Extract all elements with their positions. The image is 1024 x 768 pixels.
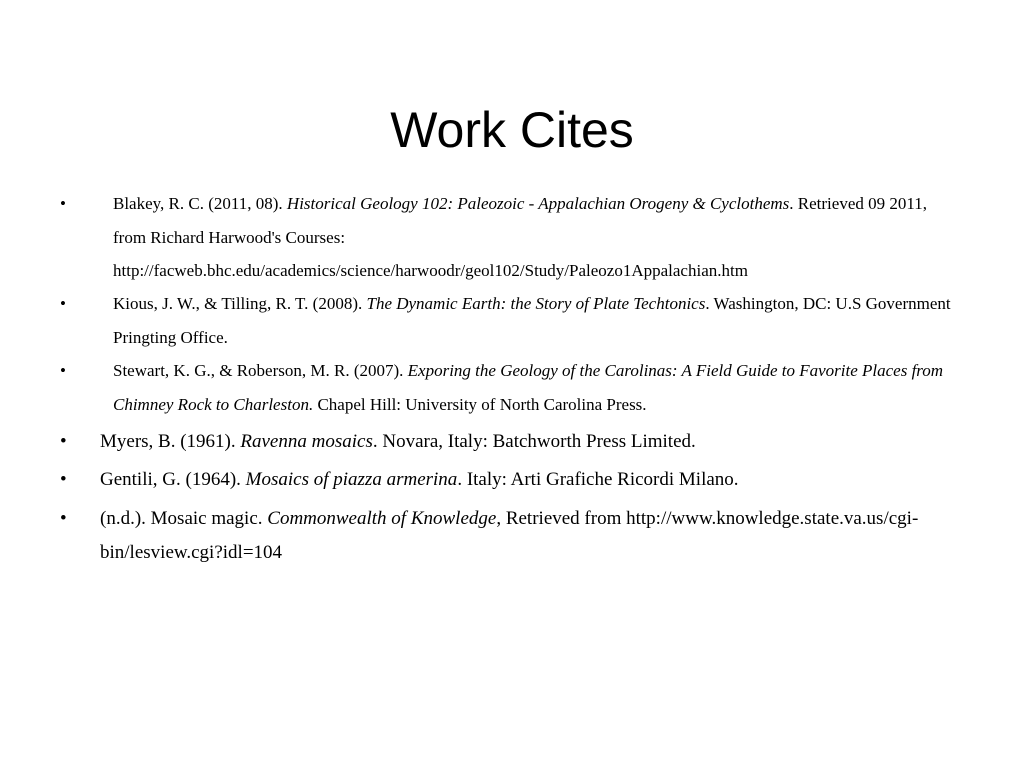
slide-title: Work Cites <box>390 101 634 158</box>
reference-title: Ravenna mosaics <box>240 431 373 452</box>
reference-item <box>60 287 963 354</box>
reference-title: The Dynamic Earth: the Story of Plate Techtonics <box>366 294 706 313</box>
reference-details: . Retrieved 09 2011, from Richard Harwood's Courses: http://facweb.bhc.edu/academics/science/harwoodr/geol102/Study/Paleozo1Appalachian.htm <box>113 194 927 280</box>
reference-title: Exporing the Geology of the Carolinas: A Field Guide to Favorite Places from Chimney Rock to Charleston. <box>113 361 944 414</box>
reference-details: . Washington, DC: U.S Government Pringting Office. <box>113 294 951 347</box>
reference-authors: (n.d.). Mosaic magic. <box>100 508 268 529</box>
reference-item <box>60 187 963 288</box>
reference-details: . Italy: Arti Grafiche Ricordi Milano. <box>457 469 739 490</box>
reference-authors: Blakey, R. C. (2011, 08). <box>113 194 287 213</box>
reference-authors: Myers, B. (1961). <box>100 431 241 452</box>
reference-item <box>60 463 980 497</box>
reference-title: Mosaics of piazza armerina <box>245 469 458 490</box>
bullet-icon: • <box>60 194 66 213</box>
bullet-icon: • <box>60 508 67 529</box>
reference-details: , Retrieved from http://www.knowledge.state.va.us/cgi-bin/lesview.cgi?idl=104 <box>100 508 919 563</box>
reference-authors: Stewart, K. G., & Roberson, M. R. (2007). <box>113 361 408 380</box>
reference-authors: Gentili, G. (1964). <box>100 469 246 490</box>
reference-item <box>60 354 963 421</box>
reference-title: Commonwealth of Knowledge <box>267 508 497 529</box>
bullet-icon: • <box>60 294 66 313</box>
reference-authors: Kious, J. W., & Tilling, R. T. (2008). <box>113 294 367 313</box>
reference-details: . Novara, Italy: Batchworth Press Limited. <box>372 431 696 452</box>
bullet-icon: • <box>60 469 67 490</box>
reference-details: Chapel Hill: University of North Carolina Press. <box>313 394 647 414</box>
reference-item <box>60 502 980 570</box>
reference-title: Historical Geology 102: Paleozoic - Appalachian Orogeny & Cyclothems <box>286 194 790 213</box>
reference-item <box>60 425 980 459</box>
bullet-icon: • <box>60 431 67 452</box>
bullet-icon: • <box>60 361 66 380</box>
